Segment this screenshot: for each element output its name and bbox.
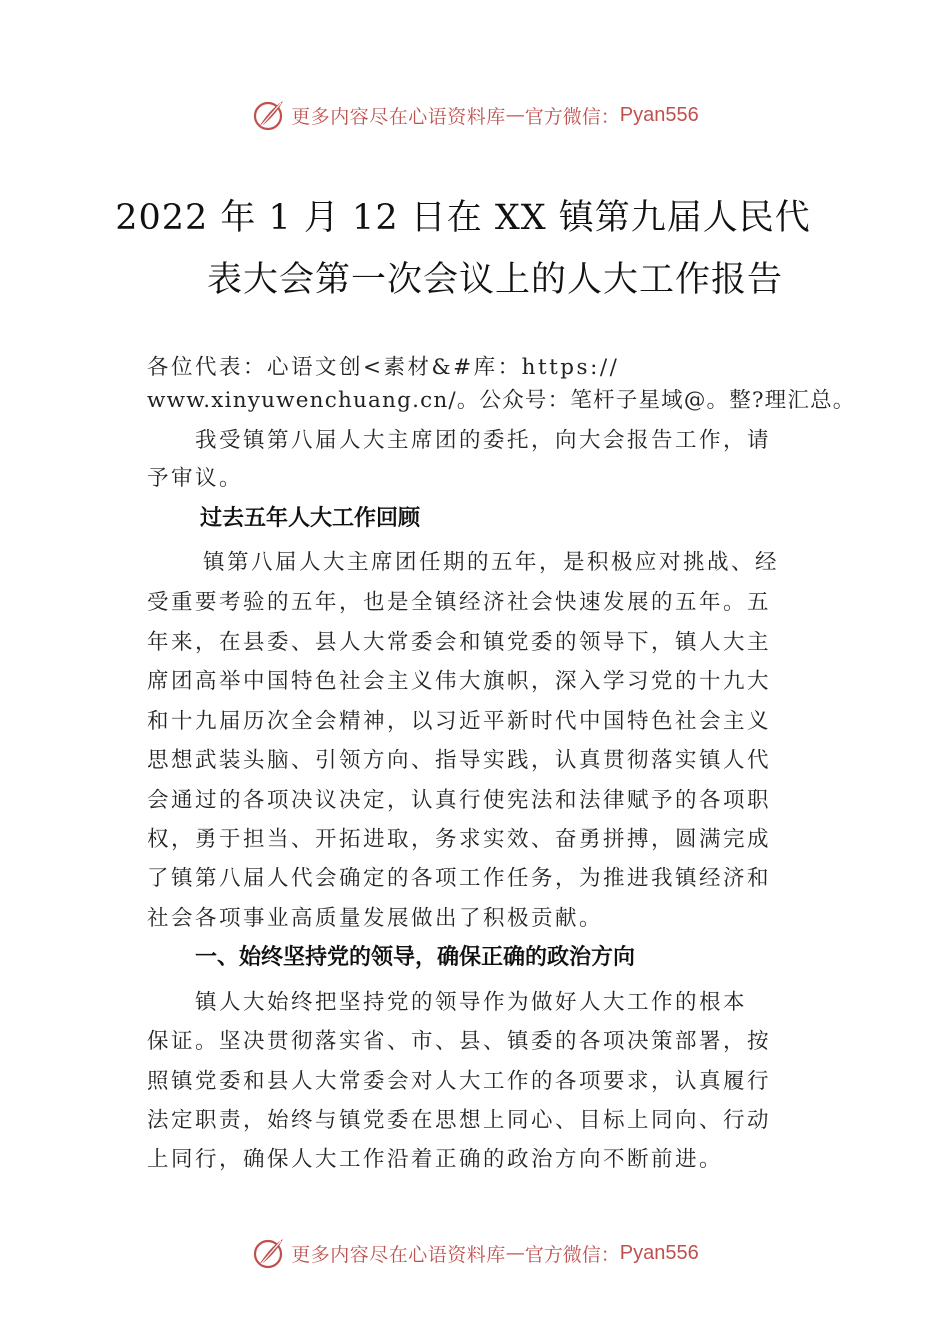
paragraph-line: 法定职责，始终与镇党委在思想上同心、目标上同向、行动 [147,1108,772,1133]
section-heading: 过去五年人大工作回顾 [200,506,421,531]
quill-logo-icon [251,1235,287,1271]
separator-dash: — [505,1242,525,1264]
section-heading: 一、始终坚持党的领导，确保正确的政治方向 [195,945,636,970]
paragraph-line: 社会各项事业高质量发展做出了积极贡献。 [147,906,604,931]
wechat-label: 官方微信： [524,105,620,128]
paragraph-line: 我受镇第八届人大主席团的委托，向大会报告工作，请 [195,428,772,453]
header-banner [0,95,950,135]
paragraph-line: 予审议。 [147,466,244,491]
separator-dash: — [505,104,525,126]
paragraph-line: 和十九届历次全会精神，以习近平新时代中国特色社会主义 [147,709,772,734]
paragraph-line: 权，勇于担当、开拓进取，务求实效、奋勇拼搏，圆满完成 [147,827,772,852]
footer-banner [0,1233,950,1273]
wechat-id: Pyan556 [619,103,699,126]
paragraph-line: 镇人大始终把坚持党的领导作为做好人大工作的根本 [195,990,748,1015]
intro-line: www.xinyuwenchuang.cn/。公众号：笔杆子星域@。整?理汇总。 [147,388,856,413]
paragraph-line: 席团高举中国特色社会主义伟大旗帜，深入学习党的十九大 [147,669,772,694]
document-title-line-1: 2022 年 1 月 12 日在 XX 镇第九届人民代 [115,198,811,238]
promo-text: 更多内容尽在心语资料库 [291,1243,506,1266]
promo-text: 更多内容尽在心语资料库 [291,105,506,128]
paragraph-line: 年来，在县委、县人大常委会和镇党委的领导下，镇人大主 [147,630,772,655]
paragraph-line: 受重要考验的五年，也是全镇经济社会快速发展的五年。五 [147,590,772,615]
intro-line: 各位代表：心语文创<素材&#库：https:// [147,355,620,380]
document-title-line-2: 表大会第一次会议上的人大工作报告 [206,260,783,300]
paragraph-line: 会通过的各项决议决定，认真行使宪法和法律赋予的各项职 [147,788,772,813]
paragraph-line: 镇第八届人大主席团任期的五年，是积极应对挑战、经 [203,550,780,575]
paragraph-line: 了镇第八届人代会确定的各项工作任务，为推进我镇经济和 [147,866,772,891]
wechat-id: Pyan556 [619,1241,699,1264]
paragraph-line: 上同行，确保人大工作沿着正确的政治方向不断前进。 [147,1147,724,1172]
paragraph-line: 思想武装头脑、引领方向、指导实践，认真贯彻落实镇人代 [147,748,772,773]
quill-logo-icon [251,97,287,133]
paragraph-line: 保证。坚决贯彻落实省、市、县、镇委的各项决策部署，按 [147,1029,772,1054]
wechat-label: 官方微信： [524,1243,620,1266]
paragraph-line: 照镇党委和县人大常委会对人大工作的各项要求，认真履行 [147,1069,772,1094]
